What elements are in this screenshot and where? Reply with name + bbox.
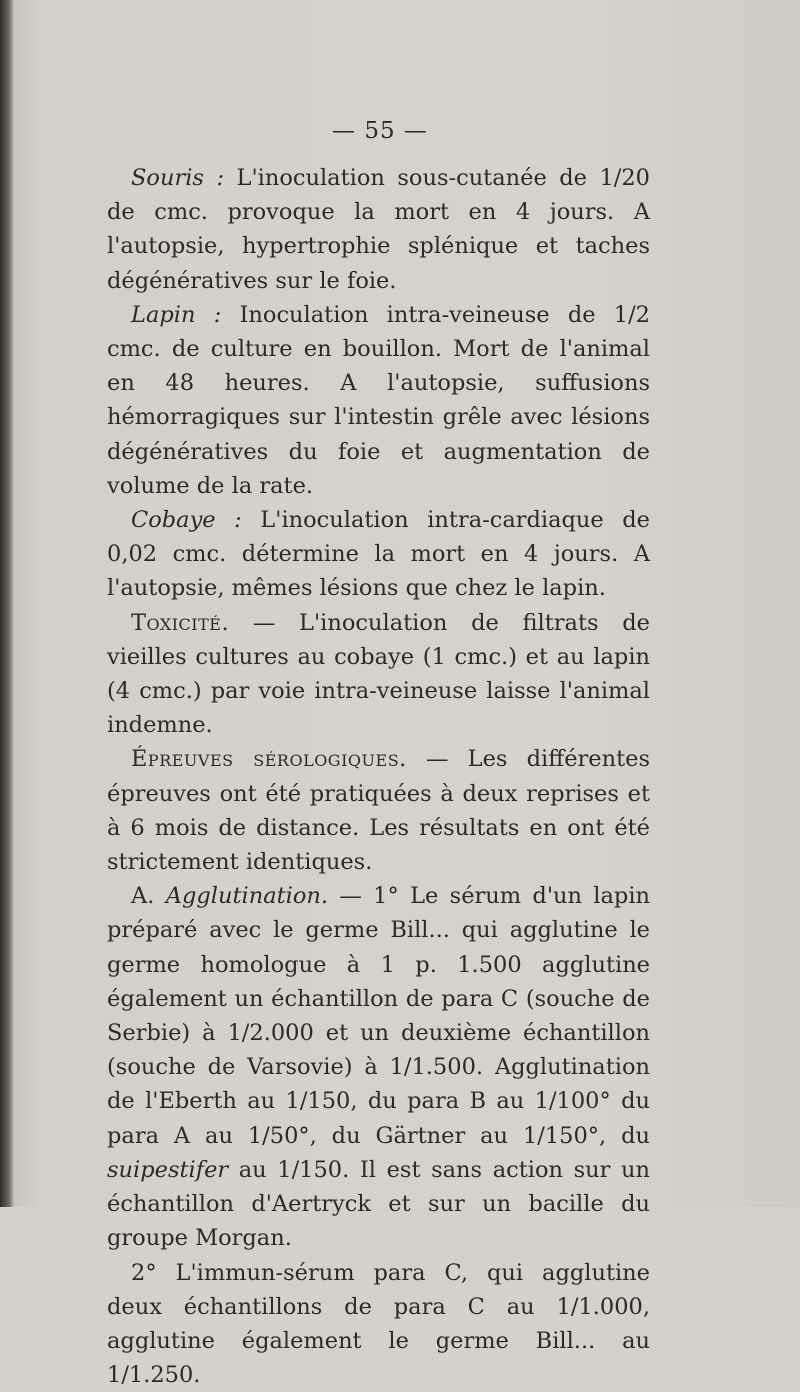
toxicite-lead: Toxicité.	[131, 610, 229, 636]
agglutination-prefix: A.	[131, 883, 166, 909]
paragraph-epreuves	[107, 742, 650, 879]
souris-text: L'inoculation sous-cutanée de 1/20 de cmc. provoque la mort en 4 jours. A l'autopsie, hypertrophie splénique et taches dégénératives sur le foie.	[107, 165, 650, 294]
lapin-text: Inoculation intra-veineuse de 1/2 cmc. de culture en bouillon. Mort de l'animal en 48 heures. A l'autopsie, suffusions hémorragiques sur l'intestin grêle avec lésions dégénératives du foie et augmentation de volume de la rate.	[107, 302, 650, 499]
cobaye-text: L'inoculation intra-cardiaque de 0,02 cmc. détermine la mort en 4 jours. A l'autopsie, mêmes lésions que chez le lapin.	[107, 507, 650, 601]
epreuves-text: — Les différentes épreuves ont été pratiquées à deux reprises et à 6 mois de distance. Les résultats en ont été strictement identiques.	[107, 746, 650, 875]
immun-text: 2° L'immun-sérum para C, qui agglutine deux échantillons de para C au 1/1.000, agglutine également le germe Bill... au 1/1.250.	[107, 1260, 650, 1389]
paragraph-agglutination	[107, 879, 650, 1255]
paragraph-lapin	[107, 298, 650, 503]
suipestifer-term: suipestifer	[107, 1157, 228, 1183]
epreuves-lead: Épreuves sérologiques.	[131, 746, 407, 772]
agglutination-text-1: — 1° Le sérum d'un lapin préparé avec le germe Bill... qui agglutine le germe homologue à 1 p. 1.500 agglutine également un échantillon de para C (souche de Serbie) à 1/2.000 et un deuxième échantillon (souche de Varsovie) à 1/1.500. Agglutination de l'Eberth au 1/150, du para B au 1/100° du para A au 1/50°, du Gärtner au 1/150°, du	[107, 883, 650, 1148]
lapin-lead: Lapin :	[131, 302, 221, 328]
body-text	[107, 161, 650, 1392]
agglutination-lead: Agglutination.	[166, 883, 328, 909]
agglutination-text-2: au 1/150. Il est sans action sur un échantillon d'Aertryck et sur un bacille du groupe Morgan.	[107, 1157, 650, 1251]
page-number: — 55 —	[0, 118, 760, 144]
souris-lead: Souris :	[131, 165, 224, 191]
paragraph-souris	[107, 161, 650, 298]
cobaye-lead: Cobaye :	[131, 507, 242, 533]
paragraph-cobaye	[107, 503, 650, 606]
binding-shadow	[0, 0, 14, 1207]
paragraph-immun-serum	[107, 1256, 650, 1392]
paragraph-toxicite	[107, 606, 650, 743]
toxicite-text: — L'inoculation de filtrats de vieilles cultures au cobaye (1 cmc.) et au lapin (4 cmc.) par voie intra-veineuse laisse l'animal indemne.	[107, 610, 650, 739]
